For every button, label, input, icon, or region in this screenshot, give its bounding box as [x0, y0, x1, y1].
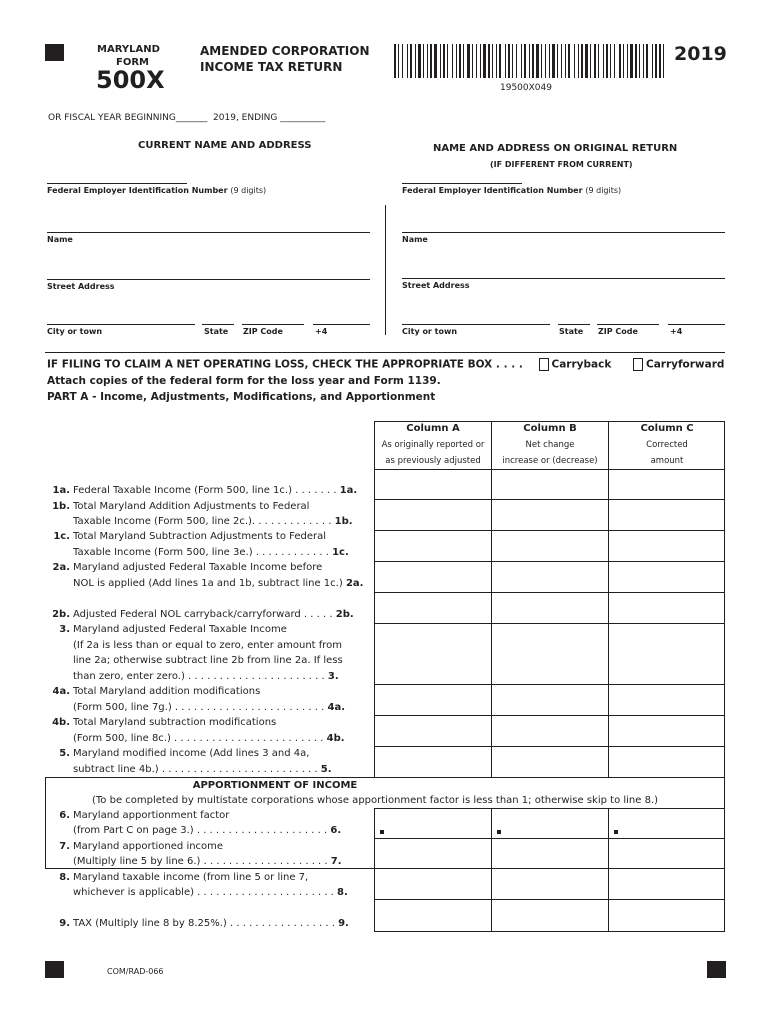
fiscal-year-line: OR FISCAL YEAR BEGINNING_______ 2019, ENDING __________	[48, 113, 326, 123]
original-street-field[interactable]	[402, 278, 725, 279]
original-fein-underline[interactable]	[402, 183, 522, 184]
line-6-column-a-marker	[380, 830, 384, 834]
original-state-field[interactable]	[558, 324, 590, 325]
form-label: FORM	[116, 57, 149, 68]
current-city-label: City or town	[47, 327, 103, 336]
line-1b-column-c[interactable]	[608, 499, 725, 531]
line-3-column-c[interactable]	[608, 623, 725, 685]
original-state-label: State	[559, 327, 584, 336]
corner-marker-top-left	[45, 44, 64, 61]
line-1b-column-a[interactable]	[374, 499, 492, 531]
column-b-sub1: Net change	[525, 440, 575, 450]
line-4a-column-b[interactable]	[491, 684, 609, 716]
original-name-label: Name	[402, 235, 428, 244]
line-8-column-a[interactable]	[374, 868, 492, 900]
line-2b: 2b. Adjusted Federal NOL carryback/carryforward . . . . . 2b.	[52, 609, 354, 620]
line-2a: 2a. Maryland adjusted Federal Taxable Income before	[52, 562, 323, 573]
original-city-field[interactable]	[402, 324, 550, 325]
carryforward-checkbox[interactable]	[633, 358, 643, 371]
line-5-cont: subtract line 4b.) . . . . . . . . . . . . . . . . . . . . . . . . . 5.	[73, 764, 332, 775]
line-2a-cont: NOL is applied (Add lines 1a and 1b, subtract line 1c.) 2a.	[73, 578, 364, 589]
barcode	[393, 44, 668, 80]
line-1b: 1b. Total Maryland Addition Adjustments to Federal	[52, 501, 310, 512]
line-7-column-c[interactable]	[608, 838, 725, 869]
line-5-column-b[interactable]	[491, 746, 609, 778]
line-3-cont1: (If 2a is less than or equal to zero, enter amount from	[73, 640, 343, 651]
original-zip-field[interactable]	[597, 324, 659, 325]
original-plus4-label: +4	[670, 327, 683, 336]
address-divider	[385, 205, 386, 335]
line-2a-column-a[interactable]	[374, 561, 492, 593]
column-c-title: Column C	[640, 423, 694, 434]
line-1b-column-b[interactable]	[491, 499, 609, 531]
corner-marker-bottom-left	[45, 961, 64, 978]
column-c-sub2: amount	[650, 456, 684, 466]
current-street-label: Street Address	[47, 282, 115, 291]
current-name-label: Name	[47, 235, 73, 244]
line-1c: 1c. Total Maryland Subtraction Adjustments to Federal	[53, 531, 327, 542]
corner-marker-bottom-right	[707, 961, 726, 978]
current-zip-label: ZIP Code	[243, 327, 283, 336]
form-number: 500X	[96, 66, 165, 94]
line-7: 7. Maryland apportioned income	[59, 841, 224, 852]
original-city-label: City or town	[402, 327, 458, 336]
line-5-column-c[interactable]	[608, 746, 725, 778]
original-zip-label: ZIP Code	[598, 327, 638, 336]
line-6-cont: (from Part C on page 3.) . . . . . . . . . . . . . . . . . . . . . 6.	[73, 825, 342, 836]
footer-form-code: COM/RAD-066	[107, 967, 164, 976]
line-8: 8. Maryland taxable income (from line 5 or line 7,	[59, 872, 309, 883]
line-7-cont: (Multiply line 5 by line 6.) . . . . . . . . . . . . . . . . . . . . 7.	[73, 856, 342, 867]
current-state-field[interactable]	[202, 324, 234, 325]
line-4b-column-a[interactable]	[374, 715, 492, 747]
column-a-title: Column A	[406, 423, 460, 434]
current-address-heading: CURRENT NAME AND ADDRESS	[138, 140, 312, 151]
line-1b-cont: Taxable Income (Form 500, line 2c.). . . . . . . . . . . . . 1b.	[73, 516, 353, 527]
line-4a-column-c[interactable]	[608, 684, 725, 716]
line-2b-column-c[interactable]	[608, 592, 725, 624]
line-3-column-a[interactable]	[374, 623, 492, 685]
line-1a-column-b[interactable]	[491, 469, 609, 500]
column-c-sub1: Corrected	[646, 440, 688, 450]
nol-question	[47, 358, 724, 371]
original-name-field[interactable]	[402, 232, 725, 233]
line-1c-column-c[interactable]	[608, 530, 725, 562]
nol-attach-note: Attach copies of the federal form for the loss year and Form 1139.	[47, 375, 441, 387]
line-6: 6. Maryland apportionment factor	[59, 810, 230, 821]
line-9-column-b[interactable]	[491, 899, 609, 932]
current-zip-field[interactable]	[242, 324, 304, 325]
line-4b-cont: (Form 500, line 8c.) . . . . . . . . . . . . . . . . . . . . . . . . 4b.	[73, 733, 345, 744]
line-2a-column-c[interactable]	[608, 561, 725, 593]
current-fein-underline[interactable]	[47, 183, 187, 184]
line-4a: 4a. Total Maryland addition modifications	[52, 686, 261, 697]
carryback-checkbox[interactable]	[539, 358, 549, 371]
line-7-column-b[interactable]	[491, 838, 609, 869]
apportionment-title: APPORTIONMENT OF INCOME	[192, 780, 358, 791]
line-4a-cont: (Form 500, line 7g.) . . . . . . . . . . . . . . . . . . . . . . . . 4a.	[73, 702, 346, 713]
form-title-line1: AMENDED CORPORATION	[200, 44, 370, 58]
line-2b-column-a[interactable]	[374, 592, 492, 624]
line-9-column-a[interactable]	[374, 899, 492, 932]
barcode-number: 19500X049	[500, 83, 552, 93]
state-label: MARYLAND	[97, 44, 160, 55]
line-2a-column-b[interactable]	[491, 561, 609, 593]
line-3-column-b[interactable]	[491, 623, 609, 685]
line-1c-column-b[interactable]	[491, 530, 609, 562]
carryforward-label: Carryforward	[645, 358, 725, 371]
line-1c-column-a[interactable]	[374, 530, 492, 562]
current-plus4-label: +4	[315, 327, 328, 336]
original-fein-label: Federal Employer Identification Number (9 digits)	[402, 186, 622, 195]
current-city-field[interactable]	[47, 324, 195, 325]
column-b-sub2: increase or (decrease)	[502, 456, 598, 466]
line-9-column-c[interactable]	[608, 899, 725, 932]
current-fein-label: Federal Employer Identification Number (9 digits)	[47, 186, 267, 195]
original-address-heading: NAME AND ADDRESS ON ORIGINAL RETURN	[433, 143, 678, 154]
line-4b-column-b[interactable]	[491, 715, 609, 747]
line-4b-column-c[interactable]	[608, 715, 725, 747]
line-8-column-b[interactable]	[491, 868, 609, 900]
nol-top-rule	[45, 352, 725, 353]
line-1a: 1a. Federal Taxable Income (Form 500, line 1c.) . . . . . . . 1a.	[52, 485, 358, 496]
line-1a-column-c[interactable]	[608, 469, 725, 500]
line-1a-column-a[interactable]	[374, 469, 492, 500]
form-title-line2: INCOME TAX RETURN	[200, 60, 343, 74]
line-1c-cont: Taxable Income (Form 500, line 3e.) . . . . . . . . . . . . 1c.	[73, 547, 349, 558]
line-7-column-a[interactable]	[374, 838, 492, 869]
line-8-column-c[interactable]	[608, 868, 725, 900]
column-a-sub1: As originally reported or	[381, 440, 485, 450]
line-5: 5. Maryland modified income (Add lines 3 and 4a,	[59, 748, 310, 759]
current-name-field[interactable]	[47, 232, 370, 233]
current-state-label: State	[204, 327, 229, 336]
column-a-sub2: as previously adjusted	[385, 456, 481, 466]
line-6-column-c[interactable]	[608, 808, 725, 839]
line-3: 3. Maryland adjusted Federal Taxable Income	[59, 624, 287, 635]
part-a-title: PART A - Income, Adjustments, Modifications, and Apportionment	[47, 391, 436, 403]
line-5-column-a[interactable]	[374, 746, 492, 778]
current-plus4-field[interactable]	[313, 324, 370, 325]
line-9: 9. TAX (Multiply line 8 by 8.25%.) . . . . . . . . . . . . . . . . . 9.	[59, 918, 349, 929]
line-6-column-c-marker	[614, 830, 618, 834]
line-6-column-a[interactable]	[374, 808, 492, 839]
apportionment-note: (To be completed by multistate corporations whose apportionment factor is less than 1; otherwise skip to line 8.)	[92, 795, 659, 806]
line-3-cont3: than zero, enter zero.) . . . . . . . . . . . . . . . . . . . . . . 3.	[73, 671, 339, 682]
original-plus4-field[interactable]	[668, 324, 725, 325]
current-street-field[interactable]	[47, 279, 370, 280]
line-6-column-b-marker	[497, 830, 501, 834]
line-2b-column-b[interactable]	[491, 592, 609, 624]
line-6-column-b[interactable]	[491, 808, 609, 839]
line-8-cont: whichever is applicable) . . . . . . . . . . . . . . . . . . . . . . 8.	[73, 887, 348, 898]
line-3-cont2: line 2a; otherwise subtract line 2b from line 2a. If less	[73, 655, 343, 666]
original-address-subheading: (IF DIFFERENT FROM CURRENT)	[490, 160, 633, 169]
line-4a-column-a[interactable]	[374, 684, 492, 716]
original-street-label: Street Address	[402, 281, 470, 290]
carryback-label: Carryback	[551, 358, 612, 371]
nol-question-text: IF FILING TO CLAIM A NET OPERATING LOSS, CHECK THE APPROPRIATE BOX . . . .	[47, 358, 523, 371]
column-b-title: Column B	[523, 423, 577, 434]
form-year: 2019	[674, 43, 727, 65]
line-4b: 4b. Total Maryland subtraction modifications	[52, 717, 277, 728]
